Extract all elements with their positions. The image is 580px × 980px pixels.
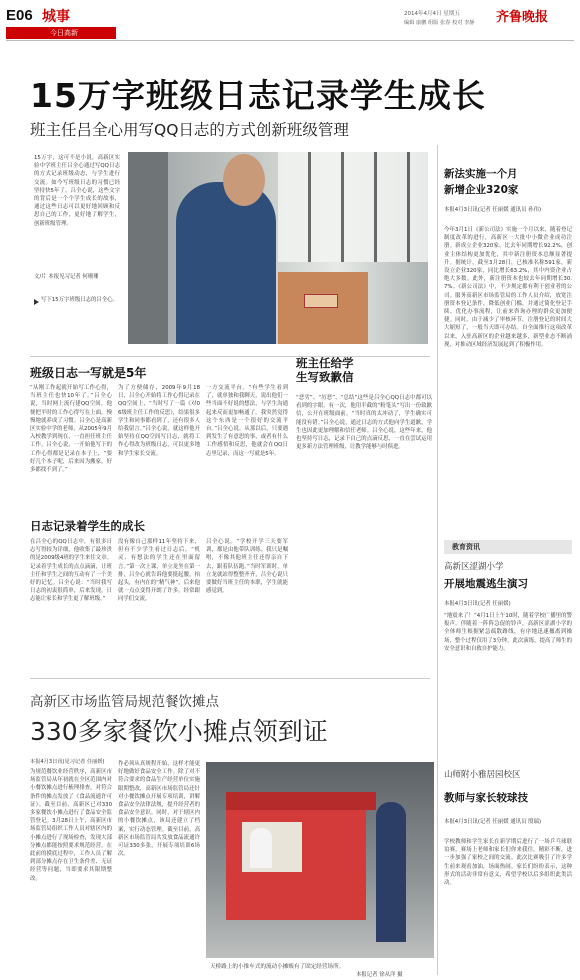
- date-line: 2014年4月4日 星期五: [404, 11, 460, 17]
- pile-label: [304, 294, 338, 308]
- right1-body: 今年3月1日《新公司法》实施一个月以来，随着登记制度改革的进行，高新区一大批中小微企业成功注册。新成立企业320家，比去年同期增长92.2%，创业主体结构更加优化，其中新注册资本总额显著提升。据统计，截至3月28日，已核准名称591家，新设立企业320家，同比增长63.2%，其中内资企业占绝大多数。此外，新注册资本也较去年同期增长30.7%。《新公司法》中，不少规定都有利于创业者的公司。服务高新区市场监管局的工作人员介绍，放宽注册资本登记条件，降低创业门槛，并通过简化登记手续、优化办事流程，让前来咨询办理的群众更加便捷。同时，由于减少了审核环节，注册登记的时间大大缩短了，一般当天即可办结。自全面推行这项改革以来，入驻高新区的企业越来越多，新型业态不断涌现，对推动区域经济发展起到了积极作用。: [444, 227, 572, 348]
- stall-roof: [226, 792, 376, 810]
- right1-title-line1: 新法实施一个月: [444, 168, 518, 180]
- lead-col2b: 没有像自己那样11年坚持下来，但有不少学生看过日志后，“机灵、有想法的学生还在里面留言。”第一次上课，单立龙坐在第一排，吕全心就告诉他要挺起腰，抬起头，有内在的“精气神”。后来他就一点点变得开朗了许多，经常跟同学们交流。: [118, 539, 200, 603]
- lead-col1b: 在吕全心的QQ日志中，有很多日志写得较为详细，他收集了最珍贵的是2009级4班的学生来往文章。记录着学生成长的点点滴滴，让班主任和学生之间的互动有了一个美好的记忆。吕全心说：“当时我写日志的初衷很简单，后来发现，日志能让家长和学生更了解班级。”: [30, 539, 112, 603]
- bottom-byline: 本报4月3日讯(见习记者 任丽媛): [30, 759, 105, 765]
- right2-byline: 本报4月3日讯(记者 任丽媛): [444, 601, 511, 607]
- right-column-rule: [437, 145, 438, 975]
- lead-photo: [128, 152, 428, 344]
- right1-title-line2: 新增企业320家: [444, 184, 519, 196]
- section-header: [6, 5, 126, 41]
- inspector-figure: [376, 802, 406, 942]
- lead-section3-title: 班主任给学生写致歉信: [296, 356, 354, 384]
- bottom-col1: 为规范餐饮业经营秩序，高新区市场监管局从年初就在全区范围内对小餐饮摊点进行梳理排查，对符合条件的摊点发放了《食品流通许可证》。截至目前，高新区已对330多家餐饮小摊点进行了食品安全监管登记。3月28日上午，高新区市场监管局组织工作人员对辖区内的小摊点进行了现场检查，发现大部分摊点都能按照要求规范经营。在此前的摸底过程中，工作人员了解到部分摊点存在卫生条件差、无证经营等问题，当即要求其限期整改。: [30, 769, 112, 882]
- section-name: 城事: [42, 9, 70, 25]
- right1-byline: 本报4月3日讯(记者 任丽媛 通讯员 孙伟): [444, 207, 542, 213]
- lead-headline: 15万字班级日志记录学生成长: [30, 76, 486, 115]
- bottom-headline: 330多家餐饮小摊点领到证: [30, 717, 328, 746]
- right3-title: 教师与家长较球技: [444, 792, 528, 804]
- window-frame: [278, 152, 428, 262]
- lead-subhead: 班主任吕全心用写QQ日志的方式创新班级管理: [30, 121, 349, 139]
- lead-rule: [30, 356, 430, 357]
- column-label: 教育资讯: [452, 543, 480, 551]
- right2-title: 开展地震逃生演习: [444, 578, 528, 590]
- bottom-photo: [206, 762, 434, 958]
- right3-byline: 本报4月3日讯(记者 任丽媛 通讯员 殷瑞): [444, 819, 542, 825]
- bottom-kicker: 高新区市场监管局规范餐饮摊点: [30, 694, 219, 710]
- header-rule: [6, 40, 574, 41]
- sub-section-name: 今日高新: [50, 29, 78, 37]
- notebook-stack: [278, 272, 368, 344]
- bottom-rule: [30, 678, 430, 679]
- lead-section1-title: 班级日志一写就是5年: [30, 366, 147, 380]
- teacher-figure: [176, 182, 276, 344]
- right3-body: 学校教师和学生家长在新学期后进行了一场乒乓球联谊赛，赛场上老师和家长们你来我往，精彩不断，进一步加强了家校之间的交流。此次比赛吸引了许多学生前来观看加油，场面热闹。家长们纷纷表示，这种形式的活动非常有意义，希望学校以后多组织此类活动。: [444, 839, 572, 887]
- page-number: E06: [6, 7, 33, 24]
- lead-byline: 文/片 本报见习记者 何珊珊: [34, 274, 99, 280]
- shelf-books: [128, 152, 168, 344]
- lead-intro: 15万字，这可不是小说。高新区实验中学班主任吕全心通过写QQ日志的方式记录班级动态，与学生进行交流。如今写班级日志的习惯已经坚持快5年了。吕全心说，这些文字的背后是一个个学生成长的故事，通过这些日志可以更好地回顾和反思自己的工作，更好地了解学生，创新班级管理。: [34, 155, 120, 227]
- lead-photo-caption: 写下15万字班级日志的吕全心。: [41, 297, 118, 303]
- stall-vendor: [250, 828, 272, 868]
- caption-arrow-icon: [34, 299, 39, 305]
- bottom-photo-caption: 天桥路上的小推车式的流动小摊贩有了固定经营场所。: [210, 964, 345, 970]
- right2-body: “地震来了！”4月1日上午10时，随着学校广播里的警报声，伴随着一阵阵急促的铃声，高新区涩湖小学的全体师生根据紧急疏散路线，有序地迅速撤离到操场，整个过程仅用了3分钟。此次演练，提高了师生的安全意识和自救自护能力。: [444, 613, 572, 652]
- teacher-head: [223, 154, 265, 206]
- lead-section2-title: 日志记录着学生的成长: [30, 519, 145, 533]
- bottom-photo-credit: 本报记者 徐从洋 摄: [356, 972, 403, 978]
- lead-col3a: 一方交流平台。“有些学生看到了，就单独和我聊天，说出他们一些当面不好说的想法，与学生沟通起来反而更加畅通了。我突然觉得这个东西是一个很好的交流平台。”吕全心说。从那以后，只要遇到发生了有意思的事，或者有什么工作感悟和反思，他就会在QQ日志里记录，而这一写就是5年。: [206, 385, 288, 457]
- newspaper-logo: 齐鲁晚报: [496, 10, 549, 25]
- lead-col1a: “从刚工作起就开始写工作心得，当班主任也快10年了。”吕全心说，当时网上流行建QQ空间，他便把平时的工作心得写在上面，慢慢地就养成了习惯。吕全心是高新区实验中学的老师，从2005年9月入校教学到现在，一直担任班主任工作。吕全心说，一开始他写下的工作心得都是记录在本子上，“要好几个本子呢，后来因为搬家，好多都找不到了。”: [30, 385, 112, 474]
- lead-col4: “恶劣”、“厉恶”、“总结”这些是吕全心QQ日志中都可以看到的字眼。有一次，他用半截的“粉笔头”写出一份致歉信，公开在班级面前。“当时真的太冲动了，学生确实可能没有错。”吕全心说，通过日志的方式他向学生道歉，学生也因此更加理解和信任老师。吕全心说，这些年来，他也坚持写日志，记录下自己的点滴反思，一直在尝试运用更多新方法管理班级，让教学能够与时俱进。: [296, 395, 432, 451]
- right3-small-title: 山师附小雅居园校区: [444, 770, 521, 780]
- lead-col3b: 吕全心说。“学校开学三天要军训，都是由他带队训练。我只是嘱咐，不像其他班主任还得亲自下去，跟着队伍跑。”当时军训时，单立龙就站得整整齐齐，吕全心说只要做好当班主任的本职，学生就能感觉到。: [206, 539, 288, 595]
- bottom-col2: 作必须从真规程开始，这样才能更好地做好食品安全工作。除了对不符合要求的食品生产经营单位实施限期整改，高新区市场监管局还针对小餐饮摊点开展专项培训，讲解食品安全法律法规，提升经营者的食品安全意识。同时，对于辖区内的小餐饮摊点，该局还建立了档案，实行动态管理。截至目前，高新区市场监管局共发放食品流通许可证330多张，开展专项培训6场次。: [118, 761, 200, 858]
- editor-line: 编辑 康鹏 组版 张春 校对 李静: [404, 20, 475, 26]
- right2-small-title: 高新区涩湖小学: [444, 562, 504, 572]
- lead-col2a: 为了方便储存，2009年9月18日，吕全心开始将工作心得记录在QQ空间上，“当时写了一篇《对06级班主任工作的反思》，结果很多学生和同事都看到了，还有很多人给我留言。”吕全心说，就这样他开始坚持在QQ空间写日志，就将工作心得改为班级日志，可以更多地和学生家长交流。: [118, 385, 200, 457]
